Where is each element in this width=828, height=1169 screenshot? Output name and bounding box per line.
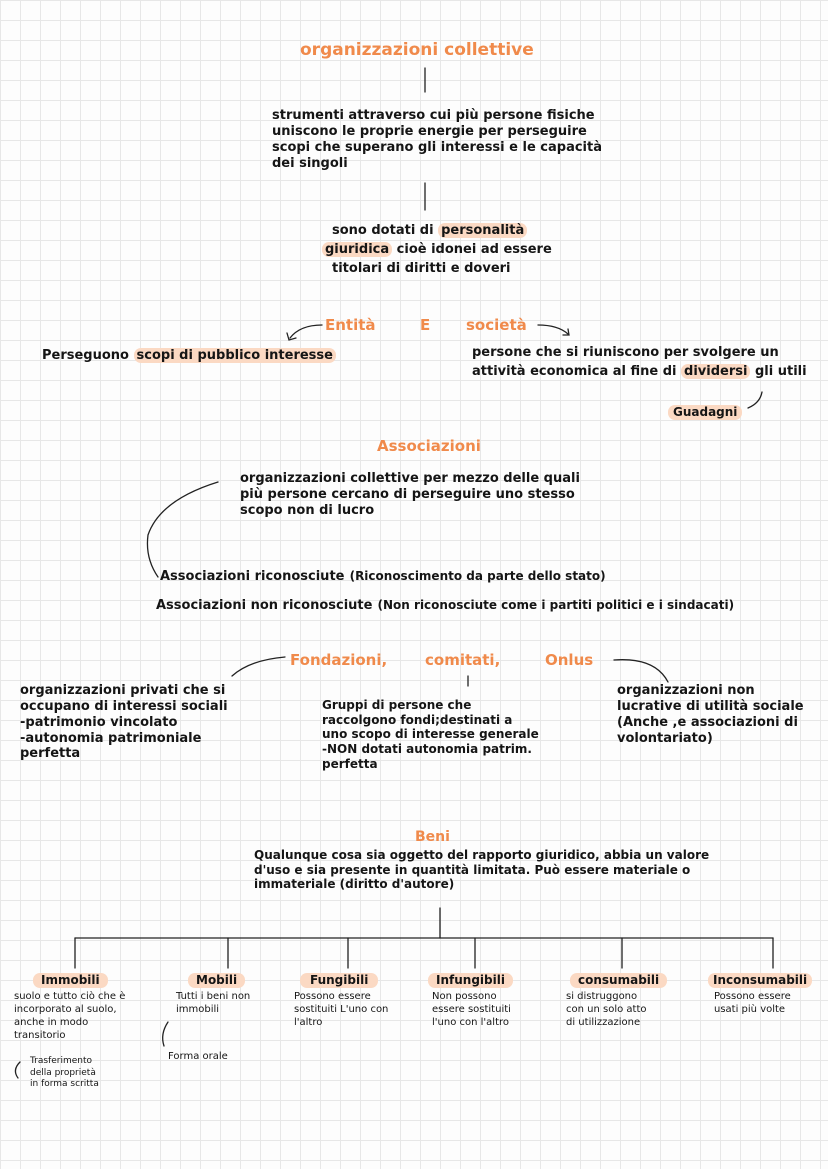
- category-description: Possono essere usati più volte: [714, 991, 791, 1015]
- category-label: Mobili: [188, 973, 245, 988]
- personality-line2: [322, 242, 552, 258]
- associazioni-non-riconosciute-row: [156, 594, 734, 614]
- page-title: organizzazioni collettive: [300, 40, 534, 60]
- fondazioni-heading: Fondazioni,: [290, 651, 388, 669]
- category-note: Trasferimento della proprietà in forma scritta: [30, 1056, 99, 1090]
- entita-desc-highlight: scopi di pubblico interesse: [134, 348, 336, 363]
- category-description: Possono essere sostituiti L'uno con l'altro: [294, 991, 389, 1028]
- category-description: Non possono essere sostituiti l'uno con l'altro: [432, 991, 511, 1028]
- societa-desc-before: attività economica al fine di: [472, 364, 682, 379]
- riconosciute-note: (Riconoscimento da parte dello stato): [349, 569, 606, 583]
- non-riconosciute-label: Associazioni non riconosciute: [156, 598, 373, 613]
- giuridica-highlight: giuridica: [322, 242, 392, 257]
- associazioni-riconosciute-row: [160, 565, 606, 585]
- comitati-heading: comitati,: [425, 651, 501, 669]
- riconosciute-label: Associazioni riconosciute: [160, 569, 345, 584]
- conjunction-e: E: [420, 316, 431, 334]
- category-description: Tutti i beni non immobili: [176, 991, 251, 1015]
- societa-desc-line2: [472, 364, 807, 380]
- entita-desc-before: Perseguono: [42, 348, 134, 363]
- category-note: Forma orale: [168, 1051, 228, 1062]
- guadagni-badge: Guadagni: [668, 405, 742, 420]
- onlus-description: organizzazioni non lucrative di utilità sociale (Anche ,e associazioni di volontariato): [617, 683, 804, 746]
- non-riconosciute-note: (Non riconosciute come i partiti politici e i sindacati): [377, 598, 735, 612]
- societa-desc-after: gli utili: [750, 364, 807, 379]
- onlus-heading: Onlus: [545, 651, 594, 669]
- beni-definition: Qualunque cosa sia oggetto del rapporto giuridico, abbia un valore d'uso e sia presente in quantità limitata. Può essere materiale o immateriale (diritto d'autore): [254, 848, 710, 892]
- category-label: Infungibili: [428, 973, 513, 988]
- societa-desc-line1: persone che si riuniscono per svolgere un: [472, 345, 779, 360]
- entita-heading: Entità: [325, 316, 376, 334]
- entita-description: [42, 348, 336, 364]
- category-label: Immobili: [33, 973, 108, 988]
- personality-line1: [332, 223, 527, 239]
- dividersi-highlight: dividersi: [681, 364, 750, 379]
- category-description: si distruggono con un solo atto di utilizzazione: [566, 991, 647, 1028]
- category-label: Fungibili: [300, 973, 378, 988]
- comitati-description: Gruppi di persone che raccolgono fondi;destinati a uno scopo di interesse generale -NON dotati autonomia patrim. perfetta: [322, 698, 539, 771]
- fondazioni-description: organizzazioni privati che si occupano di interessi sociali -patrimonio vincolato -autonomia patrimoniale perfetta: [20, 683, 228, 762]
- personality-before: sono dotati di: [332, 223, 439, 238]
- personality-highlight: personalità: [438, 223, 527, 238]
- personality-after: cioè idonei ad essere: [392, 242, 552, 257]
- associazioni-definition: organizzazioni collettive per mezzo delle quali più persone cercano di perseguire uno stesso scopo non di lucro: [240, 471, 580, 518]
- category-description: suolo e tutto ciò che è incorporato al suolo, anche in modo transitorio: [14, 991, 126, 1041]
- category-label: consumabili: [570, 973, 667, 988]
- personality-line3: titolari di diritti e doveri: [332, 261, 511, 276]
- associazioni-heading: Associazioni: [377, 437, 481, 455]
- category-label: Inconsumabili: [708, 973, 812, 988]
- definition-text: strumenti attraverso cui più persone fisiche uniscono le proprie energie per perseguire scopi che superano gli interessi e le capacità dei singoli: [272, 108, 602, 171]
- societa-heading: società: [466, 316, 527, 334]
- beni-heading: Beni: [415, 829, 450, 845]
